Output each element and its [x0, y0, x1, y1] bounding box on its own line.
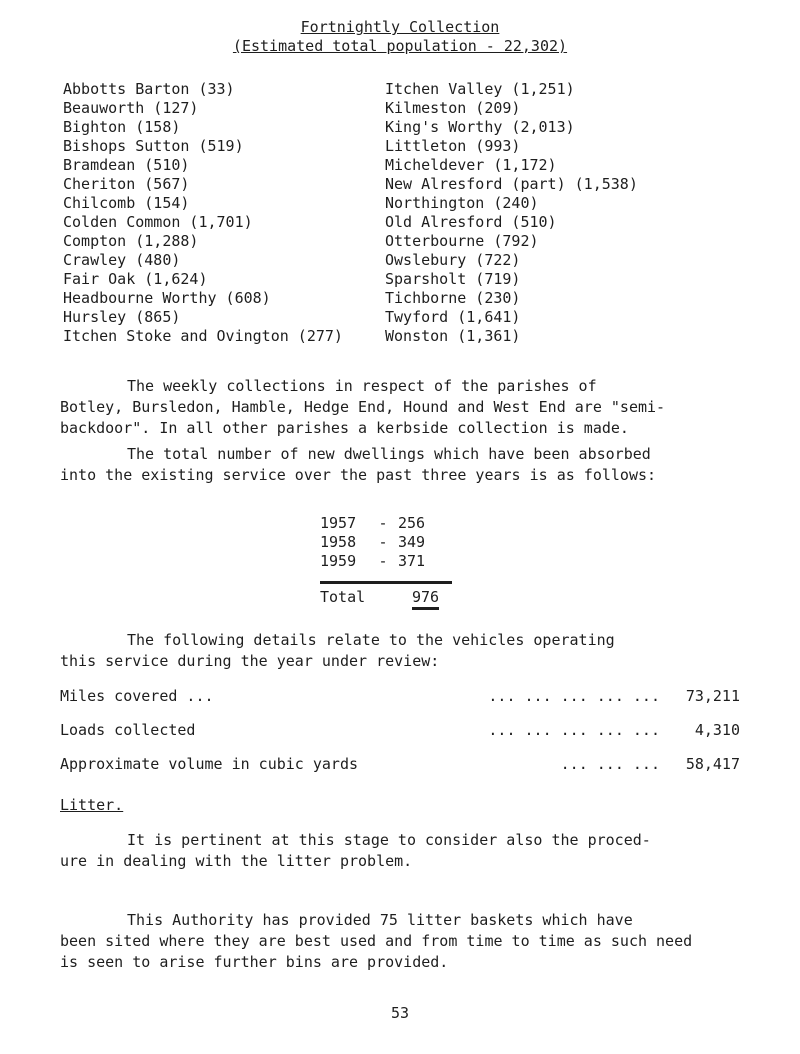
parish-entry: Fair Oak (1,624) — [63, 270, 208, 288]
stat-value: 73,211 — [685, 687, 740, 705]
table-row — [320, 533, 500, 552]
paragraph-line: The weekly collections in respect of the parishes of — [127, 377, 597, 395]
litter-heading: Litter. — [60, 796, 124, 814]
parish-entry: Chilcomb (154) — [63, 194, 190, 212]
stat-label: Approximate volume in cubic yards — [60, 755, 359, 773]
parish-entry: Owslebury (722) — [385, 251, 521, 269]
litter-paragraph-1 — [60, 830, 750, 872]
paragraph-line: The following details relate to the vehicles operating — [127, 631, 615, 649]
parish-entry: Hursley (865) — [63, 308, 181, 326]
value-cell: 371 — [398, 552, 426, 570]
total-label: Total — [320, 588, 366, 606]
value-cell: 349 — [398, 533, 426, 551]
parish-entry: Twyford (1,641) — [385, 308, 521, 326]
parish-entry: Bramdean (510) — [63, 156, 190, 174]
parish-entry: Cheriton (567) — [63, 175, 190, 193]
stat-label: Loads collected — [60, 721, 196, 739]
page-number: 53 — [390, 1004, 410, 1022]
paragraph-line: Botley, Bursledon, Hamble, Hedge End, Hound and West End are "semi- — [60, 398, 666, 416]
paragraph-line: backdoor". In all other parishes a kerbside collection is made. — [60, 419, 629, 437]
paragraph-line: into the existing service over the past three years is as follows: — [60, 466, 657, 484]
stat-value: 58,417 — [685, 755, 740, 773]
stat-miles-covered — [60, 687, 740, 705]
paragraph-line: ure in dealing with the litter problem. — [60, 852, 413, 870]
dash-cell: - — [378, 514, 388, 532]
litter-paragraph-2 — [60, 910, 750, 973]
table-row — [320, 514, 500, 533]
parish-entry: Crawley (480) — [63, 251, 181, 269]
parish-entry: Itchen Valley (1,251) — [385, 80, 575, 98]
section-heading — [0, 18, 800, 56]
parish-entry: Abbotts Barton (33) — [63, 80, 235, 98]
stat-loads-collected — [60, 721, 740, 739]
parish-entry: Kilmeston (209) — [385, 99, 521, 117]
parish-entry: Littleton (993) — [385, 137, 521, 155]
parish-entry: Itchen Stoke and Ovington (277) — [63, 327, 343, 345]
parish-entry: Compton (1,288) — [63, 232, 199, 250]
stat-volume — [60, 755, 740, 773]
paragraph-line: It is pertinent at this stage to consider also the proced- — [127, 831, 651, 849]
parish-list-right — [385, 80, 785, 346]
stat-value: 4,310 — [694, 721, 740, 739]
parish-entry: King's Worthy (2,013) — [385, 118, 575, 136]
parish-entry: Northington (240) — [385, 194, 539, 212]
total-value: 976 — [412, 588, 439, 610]
vehicles-paragraph — [60, 630, 750, 672]
paragraph-line: This Authority has provided 75 litter baskets which have — [127, 911, 633, 929]
year-cell: 1957 — [320, 514, 357, 532]
table-row — [320, 552, 500, 571]
total-row — [320, 581, 452, 610]
weekly-collections-paragraph — [60, 376, 750, 439]
year-cell: 1959 — [320, 552, 357, 570]
stat-label: Miles covered ... — [60, 687, 214, 705]
year-cell: 1958 — [320, 533, 357, 551]
paragraph-line: is seen to arise further bins are provided. — [60, 953, 449, 971]
parish-entry: Micheldever (1,172) — [385, 156, 557, 174]
stat-leader: ... ... ... ... ... — [488, 687, 660, 705]
paragraph-line: been sited where they are best used and from time to time as such need — [60, 932, 693, 950]
parish-list-left — [63, 80, 383, 346]
dash-cell: - — [378, 552, 388, 570]
dash-cell: - — [378, 533, 388, 551]
paragraph-line: The total number of new dwellings which have been absorbed — [127, 445, 651, 463]
dwellings-paragraph — [60, 444, 750, 486]
parish-entry: Colden Common (1,701) — [63, 213, 253, 231]
dwellings-table — [320, 514, 500, 610]
parish-entry: Wonston (1,361) — [385, 327, 521, 345]
parish-entry: Bighton (158) — [63, 118, 181, 136]
parish-entry: Tichborne (230) — [385, 289, 521, 307]
heading-subtitle: (Estimated total population - 22,302) — [232, 37, 568, 55]
value-cell: 256 — [398, 514, 426, 532]
parish-entry: Sparsholt (719) — [385, 270, 521, 288]
stat-leader: ... ... ... — [560, 755, 660, 773]
parish-entry: Beauworth (127) — [63, 99, 199, 117]
heading-title: Fortnightly Collection — [300, 18, 500, 36]
parish-entry: Bishops Sutton (519) — [63, 137, 244, 155]
parish-entry: New Alresford (part) (1,538) — [385, 175, 638, 193]
parish-entry: Otterbourne (792) — [385, 232, 539, 250]
parish-entry: Old Alresford (510) — [385, 213, 557, 231]
paragraph-line: this service during the year under review: — [60, 652, 440, 670]
parish-entry: Headbourne Worthy (608) — [63, 289, 271, 307]
stat-leader: ... ... ... ... ... — [488, 721, 660, 739]
